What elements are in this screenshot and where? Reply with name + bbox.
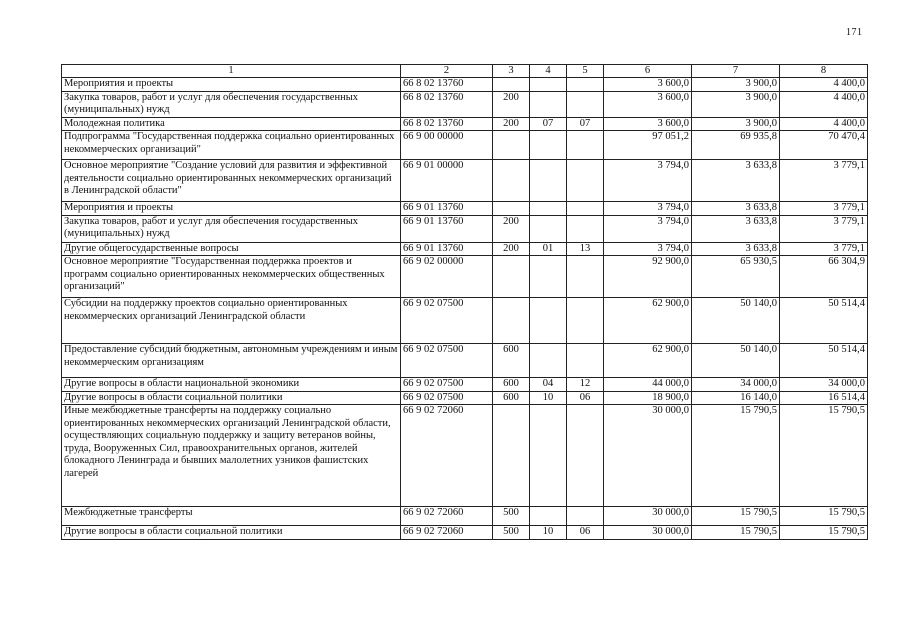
- section-code: [530, 131, 567, 160]
- expense-type-code: 600: [493, 378, 530, 392]
- amount-year-3: 4 400,0: [780, 91, 868, 117]
- target-article-code: 66 9 02 72060: [401, 507, 493, 526]
- amount-year-2: 3 633,8: [692, 215, 780, 242]
- section-code: 10: [530, 526, 567, 540]
- subsection-code: [567, 344, 604, 378]
- table-row: [62, 91, 868, 117]
- expense-type-code: 600: [493, 391, 530, 405]
- row-name: Другие общегосударственные вопросы: [62, 242, 401, 256]
- target-article-code: 66 9 02 72060: [401, 405, 493, 507]
- expense-type-code: [493, 256, 530, 298]
- amount-year-2: 3 900,0: [692, 117, 780, 131]
- expense-type-code: 500: [493, 507, 530, 526]
- row-name: Субсидии на поддержку проектов социально ориентированных некоммерческих организаций Ленинградской области: [62, 298, 401, 344]
- section-code: [530, 215, 567, 242]
- amount-year-3: 50 514,4: [780, 344, 868, 378]
- column-number: 4: [530, 65, 567, 78]
- subsection-code: [567, 160, 604, 202]
- row-name: Предоставление субсидий бюджетным, автономным учреждениям и иным некоммерческим организациям: [62, 344, 401, 378]
- amount-year-1: 92 900,0: [604, 256, 692, 298]
- subsection-code: [567, 131, 604, 160]
- amount-year-1: 3 794,0: [604, 242, 692, 256]
- amount-year-1: 97 051,2: [604, 131, 692, 160]
- expense-type-code: [493, 202, 530, 216]
- row-name: Межбюджетные трансферты: [62, 507, 401, 526]
- amount-year-1: 30 000,0: [604, 526, 692, 540]
- target-article-code: 66 9 01 13760: [401, 202, 493, 216]
- subsection-code: 06: [567, 391, 604, 405]
- target-article-code: 66 9 02 07500: [401, 391, 493, 405]
- amount-year-1: 3 794,0: [604, 160, 692, 202]
- amount-year-1: 30 000,0: [604, 507, 692, 526]
- column-number: 6: [604, 65, 692, 78]
- table-row: [62, 405, 868, 507]
- amount-year-3: 3 779,1: [780, 242, 868, 256]
- amount-year-2: 50 140,0: [692, 344, 780, 378]
- subsection-code: [567, 202, 604, 216]
- column-numbers-row: [62, 65, 868, 78]
- budget-table: [61, 64, 868, 540]
- expense-type-code: [493, 78, 530, 92]
- expense-type-code: 200: [493, 215, 530, 242]
- row-name: Мероприятия и проекты: [62, 78, 401, 92]
- amount-year-1: 62 900,0: [604, 344, 692, 378]
- target-article-code: 66 9 02 07500: [401, 378, 493, 392]
- subsection-code: [567, 405, 604, 507]
- amount-year-3: 15 790,5: [780, 507, 868, 526]
- target-article-code: 66 8 02 13760: [401, 91, 493, 117]
- amount-year-2: 34 000,0: [692, 378, 780, 392]
- table-row: [62, 391, 868, 405]
- section-code: [530, 344, 567, 378]
- expense-type-code: [493, 405, 530, 507]
- amount-year-1: 30 000,0: [604, 405, 692, 507]
- table-row: [62, 215, 868, 242]
- table-row: [62, 298, 868, 344]
- target-article-code: 66 9 00 00000: [401, 131, 493, 160]
- section-code: [530, 91, 567, 117]
- row-name: Иные межбюджетные трансферты на поддержку социально ориентированных некоммерческих организаций Ленинградской области, осуществляющих социальную поддержку и защиту ветеранов войны, труда, Вооруженных Сил, правоохранительных органов, жителей блокадного Ленинграда и бывших малолетних узников фашистских лагерей: [62, 405, 401, 507]
- column-number: 7: [692, 65, 780, 78]
- table-row: [62, 526, 868, 540]
- expense-type-code: 200: [493, 91, 530, 117]
- target-article-code: 66 9 01 13760: [401, 215, 493, 242]
- target-article-code: 66 8 02 13760: [401, 117, 493, 131]
- subsection-code: 13: [567, 242, 604, 256]
- amount-year-3: 50 514,4: [780, 298, 868, 344]
- row-name: Основное мероприятие "Создание условий для развития и эффективной деятельности социально ориентированных некоммерческих организаций в Ленинградской области": [62, 160, 401, 202]
- amount-year-3: 4 400,0: [780, 117, 868, 131]
- row-name: Другие вопросы в области социальной политики: [62, 526, 401, 540]
- amount-year-2: 15 790,5: [692, 507, 780, 526]
- target-article-code: 66 9 02 07500: [401, 298, 493, 344]
- amount-year-2: 3 900,0: [692, 78, 780, 92]
- amount-year-2: 50 140,0: [692, 298, 780, 344]
- amount-year-3: 4 400,0: [780, 78, 868, 92]
- amount-year-3: 66 304,9: [780, 256, 868, 298]
- amount-year-1: 18 900,0: [604, 391, 692, 405]
- section-code: 07: [530, 117, 567, 131]
- amount-year-3: 15 790,5: [780, 405, 868, 507]
- section-code: [530, 160, 567, 202]
- page-number: 171: [846, 27, 863, 38]
- amount-year-3: 70 470,4: [780, 131, 868, 160]
- subsection-code: 07: [567, 117, 604, 131]
- table-row: [62, 131, 868, 160]
- subsection-code: [567, 215, 604, 242]
- section-code: 01: [530, 242, 567, 256]
- section-code: 04: [530, 378, 567, 392]
- target-article-code: 66 9 01 00000: [401, 160, 493, 202]
- amount-year-2: 15 790,5: [692, 526, 780, 540]
- row-name: Подпрограмма "Государственная поддержка социально ориентированных некоммерческих организаций": [62, 131, 401, 160]
- table-row: [62, 78, 868, 92]
- section-code: [530, 298, 567, 344]
- amount-year-3: 16 514,4: [780, 391, 868, 405]
- column-number: 2: [401, 65, 493, 78]
- expense-type-code: 500: [493, 526, 530, 540]
- amount-year-2: 3 900,0: [692, 91, 780, 117]
- row-name: Закупка товаров, работ и услуг для обеспечения государственных (муниципальных) нужд: [62, 91, 401, 117]
- row-name: Закупка товаров, работ и услуг для обеспечения государственных (муниципальных) нужд: [62, 215, 401, 242]
- amount-year-3: 3 779,1: [780, 215, 868, 242]
- table-row: [62, 242, 868, 256]
- amount-year-1: 3 794,0: [604, 202, 692, 216]
- table-row: [62, 344, 868, 378]
- row-name: Мероприятия и проекты: [62, 202, 401, 216]
- amount-year-3: 3 779,1: [780, 202, 868, 216]
- amount-year-2: 16 140,0: [692, 391, 780, 405]
- column-number: 5: [567, 65, 604, 78]
- amount-year-2: 3 633,8: [692, 202, 780, 216]
- target-article-code: 66 9 01 13760: [401, 242, 493, 256]
- expense-type-code: [493, 131, 530, 160]
- subsection-code: [567, 256, 604, 298]
- amount-year-3: 3 779,1: [780, 160, 868, 202]
- amount-year-1: 44 000,0: [604, 378, 692, 392]
- amount-year-1: 62 900,0: [604, 298, 692, 344]
- target-article-code: 66 9 02 00000: [401, 256, 493, 298]
- subsection-code: [567, 507, 604, 526]
- subsection-code: 06: [567, 526, 604, 540]
- target-article-code: 66 9 02 72060: [401, 526, 493, 540]
- table-row: [62, 160, 868, 202]
- amount-year-1: 3 600,0: [604, 91, 692, 117]
- column-number: 3: [493, 65, 530, 78]
- expense-type-code: 600: [493, 344, 530, 378]
- amount-year-2: 69 935,8: [692, 131, 780, 160]
- table-body: [62, 65, 868, 540]
- expense-type-code: 200: [493, 117, 530, 131]
- subsection-code: [567, 78, 604, 92]
- table-row: [62, 117, 868, 131]
- amount-year-3: 15 790,5: [780, 526, 868, 540]
- subsection-code: [567, 91, 604, 117]
- column-number: 8: [780, 65, 868, 78]
- section-code: [530, 78, 567, 92]
- expense-type-code: 200: [493, 242, 530, 256]
- section-code: [530, 202, 567, 216]
- expense-type-code: [493, 160, 530, 202]
- target-article-code: 66 9 02 07500: [401, 344, 493, 378]
- section-code: [530, 256, 567, 298]
- section-code: [530, 405, 567, 507]
- amount-year-1: 3 600,0: [604, 78, 692, 92]
- subsection-code: 12: [567, 378, 604, 392]
- subsection-code: [567, 298, 604, 344]
- amount-year-1: 3 600,0: [604, 117, 692, 131]
- expense-type-code: [493, 298, 530, 344]
- amount-year-2: 15 790,5: [692, 405, 780, 507]
- amount-year-1: 3 794,0: [604, 215, 692, 242]
- row-name: Другие вопросы в области социальной политики: [62, 391, 401, 405]
- amount-year-2: 3 633,8: [692, 160, 780, 202]
- row-name: Основное мероприятие "Государственная поддержка проектов и программ социально ориентированных некоммерческих общественных организаций": [62, 256, 401, 298]
- section-code: [530, 507, 567, 526]
- target-article-code: 66 8 02 13760: [401, 78, 493, 92]
- amount-year-3: 34 000,0: [780, 378, 868, 392]
- amount-year-2: 3 633,8: [692, 242, 780, 256]
- section-code: 10: [530, 391, 567, 405]
- row-name: Другие вопросы в области национальной экономики: [62, 378, 401, 392]
- table-row: [62, 202, 868, 216]
- table-row: [62, 378, 868, 392]
- row-name: Молодежная политика: [62, 117, 401, 131]
- amount-year-2: 65 930,5: [692, 256, 780, 298]
- table-row: [62, 507, 868, 526]
- table-row: [62, 256, 868, 298]
- column-number: 1: [62, 65, 401, 78]
